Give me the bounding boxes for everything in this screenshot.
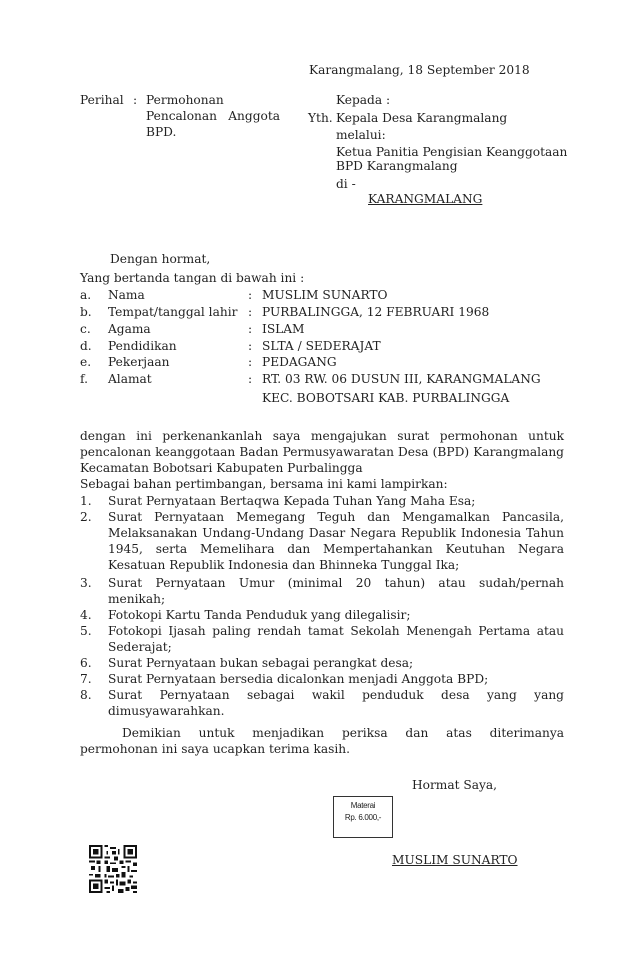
identity-row-address [80,371,560,387]
list-number: 3. [80,576,92,590]
perihal-line: Permohonan [146,93,224,107]
greeting: Dengan hormat, [110,252,211,266]
recipient-place: KARANGMALANG [368,192,483,206]
list-number: 5. [80,624,92,638]
list-text: Kesatuan Republik Indonesia dan Bhinneka Tunggal Ika; [108,558,460,572]
identity-colon: : [248,372,253,386]
perihal-line: BPD. [146,125,177,139]
identity-label: Tempat/tanggal lahir [108,305,238,319]
list-text: Surat Pernyataan Memegang Teguh dan Mengamalkan Pancasila, [108,510,564,524]
signoff: Hormat Saya, [412,778,498,792]
identity-value: PURBALINGGA, 12 FEBRUARI 1968 [262,305,490,319]
identity-value: SLTA / SEDERAJAT [262,339,381,353]
list-item [80,509,564,573]
closing-line: permohonan ini saya ucapkan terima kasih. [80,742,350,756]
identity-value: PEDAGANG [262,355,337,369]
identity-label: Alamat [108,372,152,386]
body-line: dengan ini perkenankanlah saya mengajukan surat permohonan untuk [80,429,564,443]
identity-letter: d. [80,339,92,353]
attachments-intro: Sebagai bahan pertimbangan, bersama ini kami lampirkan: [80,477,448,491]
list-text: Fotokopi Ijasah paling rendah tamat Sekolah Menengah Pertama atau [108,624,564,638]
stamp-text: Materai [350,801,376,810]
list-text: Fotokopi Kartu Tanda Penduduk yang dilegalisir; [108,608,411,622]
list-number: 7. [80,672,92,686]
list-text: Surat Pernyataan sebagai wakil penduduk desa yang yang [108,688,564,702]
recipient-line: Kepala Desa Karangmalang [336,111,508,125]
list-item [80,687,564,719]
list-text: Melaksanakan Undang-Undang Dasar Negara Republik Indonesia Tahun [108,526,564,540]
identity-letter: a. [80,288,92,302]
recipient-line: Ketua Panitia Pengisian Keanggotaan [336,145,568,159]
body-line: pencalonan keanggotaan Badan Permusyawaratan Desa (BPD) Karangmalang [80,445,564,459]
address-line-2: KEC. BOBOTSARI KAB. PURBALINGGA [262,391,510,405]
list-number: 1. [80,494,92,508]
list-item [80,655,564,671]
identity-colon: : [248,355,253,369]
yth-label: Yth. [308,111,333,125]
place-date: Karangmalang, 18 September 2018 [309,63,530,77]
identity-letter: b. [80,305,92,319]
identity-letter: c. [80,322,91,336]
recipient-line: BPD Karangmalang [336,159,458,173]
identity-letter: f. [80,372,88,386]
list-text: Surat Pernyataan bukan sebagai perangkat desa; [108,656,414,670]
recipient-line: melalui: [336,128,386,142]
list-text: Sederajat; [108,640,172,654]
perihal-label: Perihal [80,93,124,107]
body-line: Kecamatan Bobotsari Kabupaten Purbalingga [80,461,363,475]
identity-value: ISLAM [262,322,305,336]
recipient-di: di - [336,177,356,191]
identity-value: RT. 03 RW. 06 DUSUN III, KARANGMALANG [262,372,541,386]
list-text: dimusyawarahkan. [108,704,225,718]
list-item [80,607,564,623]
intro-line: Yang bertanda tangan di bawah ini : [80,271,305,285]
identity-row-education [80,338,560,354]
perihal-line: Pencalonan Anggota [146,109,280,123]
list-item [80,575,564,607]
stamp-box [333,796,393,838]
identity-colon: : [248,305,253,319]
perihal-subject [146,92,280,140]
identity-letter: e. [80,355,92,369]
list-number: 6. [80,656,92,670]
list-number: 4. [80,608,92,622]
perihal-colon: : [133,93,138,107]
list-number: 8. [80,688,92,702]
qr-code-icon [89,845,137,893]
body-paragraph [80,428,564,476]
identity-label: Pekerjaan [108,355,170,369]
list-text: 1945, serta Memelihara dan Mempertahankan Keutuhan Negara [108,542,564,556]
list-number: 2. [80,510,92,524]
identity-colon: : [248,339,253,353]
identity-label: Pendidikan [108,339,177,353]
list-item [80,671,564,687]
list-text: Surat Pernyataan Bertaqwa Kepada Tuhan Yang Maha Esa; [108,494,476,508]
list-text: Surat Pernyataan bersedia dicalonkan menjadi Anggota BPD; [108,672,489,686]
identity-colon: : [248,288,253,302]
list-item [80,493,564,509]
list-item [80,623,564,655]
identity-row-religion [80,321,560,337]
identity-row-occupation [80,354,560,370]
closing-paragraph [80,725,564,757]
identity-value: MUSLIM SUNARTO [262,288,388,302]
identity-label: Agama [108,322,151,336]
kepada-label: Kepada : [336,93,391,107]
list-text: Surat Pernyataan Umur (minimal 20 tahun) atau sudah/pernah [108,576,564,590]
signer-name: MUSLIM SUNARTO [392,853,518,867]
identity-colon: : [248,322,253,336]
stamp-text: Rp. 6.000,- [344,813,382,822]
list-text: menikah; [108,592,166,606]
closing-line: Demikian untuk menjadikan periksa dan atas diterimanya [122,726,564,740]
identity-label: Nama [108,288,145,302]
identity-row-name [80,287,560,303]
identity-row-birth [80,304,560,320]
